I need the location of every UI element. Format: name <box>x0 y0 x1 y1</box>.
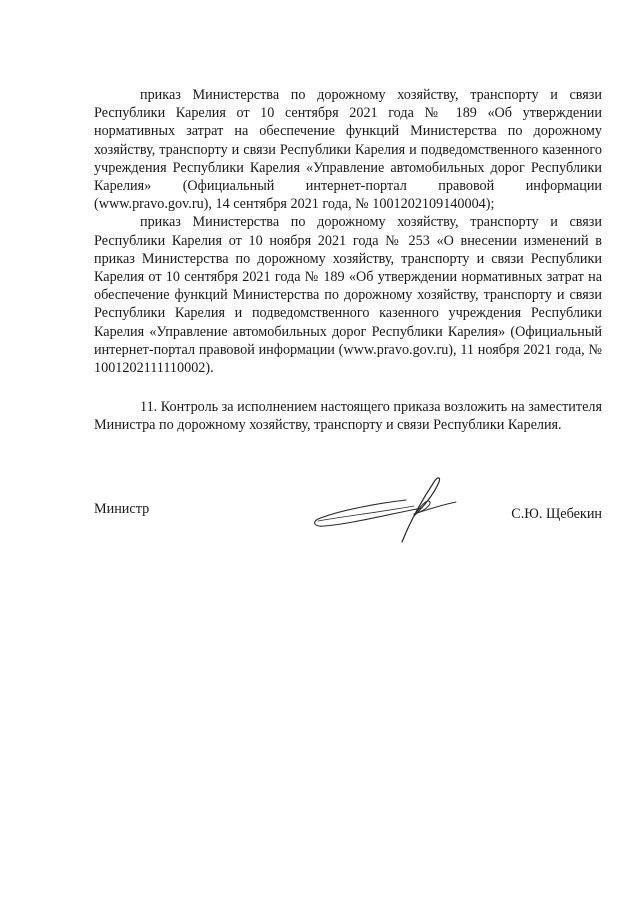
paragraph-order-253: приказ Министерства по дорожному хозяйству, транспорту и связи Республики Карелия от 10 ноября 2021 года № 253 «О внесении изменений в приказ Министерства по дорожному хозяйству, транспорту и связи Республики Карелия от 10 сентября 2021 года № 189 «Об утверждении нормативных затрат на обеспечение функций Министерства по дорожному хозяйству, транспорту и связи Республики Карелия и подведомственного казенного учреждения Республики Карелия «Управление автомобильных дорог Республики Карелия» (Официальный интернет-портал правовой информации (www.pravo.gov.ru), 11 ноября 2021 года, № 1001202111110002). <box>94 214 602 377</box>
handwritten-signature <box>310 472 460 544</box>
signatory-title: Министр <box>94 501 150 517</box>
signature-block <box>94 500 602 560</box>
signatory-name: С.Ю. Щебекин <box>511 506 602 522</box>
paragraph-order-189: приказ Министерства по дорожному хозяйству, транспорту и связи Республики Карелия от 10 сентября 2021 года № 189 «Об утверждении нормативных затрат на обеспечение функций Министерства по дорожному хозяйству, транспорту и связи Республики Карелия и подведомственного казенного учреждения Республики Карелия «Управление автомобильных дорог Республики Карелия» (Официальный интернет-портал правовой информации (www.pravo.gov.ru), 14 сентября 2021 года, № 1001202109140004); <box>94 87 602 213</box>
paragraph-item-11: 11. Контроль за исполнением настоящего приказа возложить на заместителя Министра по дорожному хозяйству, транспорту и связи Республики Карелия. <box>94 399 602 434</box>
document-body <box>94 86 602 435</box>
